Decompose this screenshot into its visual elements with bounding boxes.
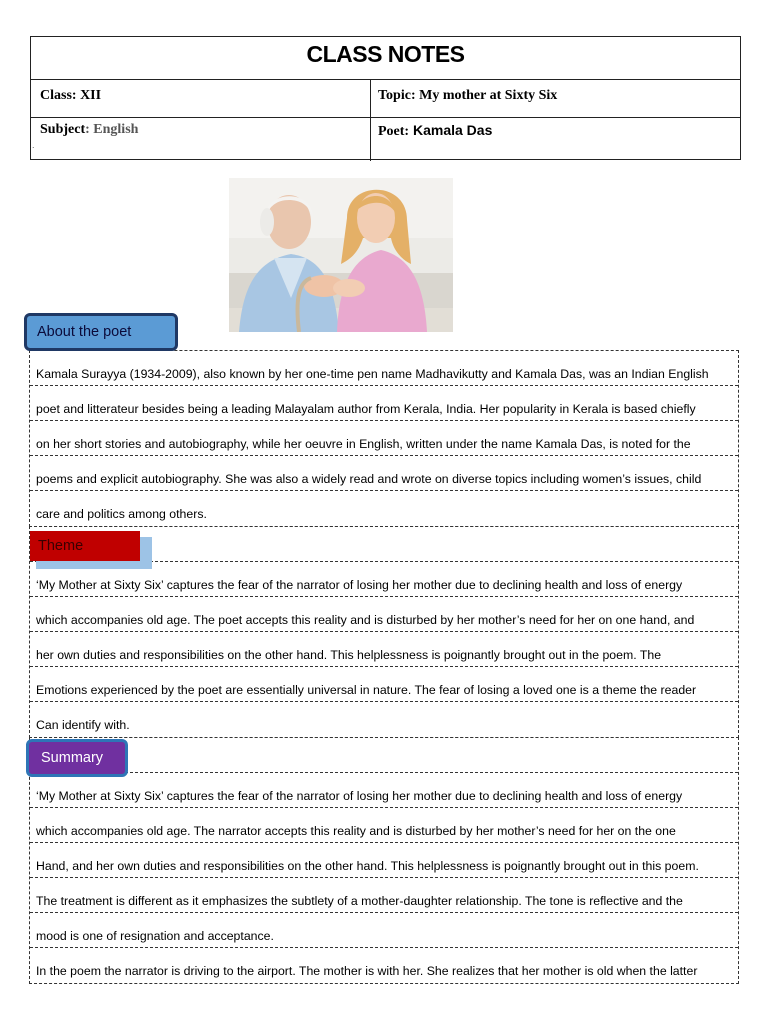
theme-line-3: her own duties and responsibilities on the other hand. This helplessness is poignantly brought out in the poem. The: [30, 632, 738, 667]
theme-line-5: Can identify with.: [36, 718, 130, 732]
about-line-1: Kamala Surayya (1934-2009), also known by her one-time pen name Madhavikutty and Kamala Das, was an Indian English: [30, 351, 738, 386]
topic-cell: [371, 80, 740, 117]
theme-line-4: Emotions experienced by the poet are essentially universal in nature. The fear of losing a loved one is a theme the reader: [30, 667, 738, 702]
header-row-1: [31, 80, 740, 118]
summary-line-4: The treatment is different as it emphasizes the subtlety of a mother-daughter relationship. The tone is reflective and the: [30, 878, 738, 913]
about-poet-box: [29, 350, 739, 527]
about-poet-heading: About the poet: [24, 313, 178, 351]
summary-heading: Summary: [26, 739, 128, 777]
about-line-4: poems and explicit autobiography. She was also a widely read and wrote on diverse topics including women’s issues, child: [30, 456, 738, 491]
page-title: CLASS NOTES: [31, 37, 740, 80]
class-label: Class:: [40, 88, 77, 103]
header-table: [30, 36, 741, 160]
topic-value: My mother at Sixty Six: [419, 88, 558, 103]
summary-line-1: ‘My Mother at Sixty Six’ captures the fear of the narrator of losing her mother due to declining health and loss of energy: [30, 773, 738, 808]
about-line-3: on her short stories and autobiography, while her oeuvre in English, written under the name Kamala Das, is noted for the: [30, 421, 738, 456]
about-line-2: poet and litterateur besides being a leading Malayalam author from Kerala, India. Her popularity in Kerala is based chiefly: [30, 386, 738, 421]
about-line-5: care and politics among others.: [36, 507, 207, 521]
mother-daughter-photo: [229, 178, 453, 332]
theme-heading: Theme: [30, 531, 140, 561]
poet-value: Kamala Das: [412, 122, 493, 138]
stray-dot: .: [32, 140, 35, 150]
theme-line-2: which accompanies old age. The poet accepts this reality and is disturbed by her mother’s need for her on one hand, and: [30, 597, 738, 632]
subject-label: Subject: [40, 122, 86, 137]
poet-label: Poet:: [378, 124, 410, 139]
theme-line-1: ‘My Mother at Sixty Six’ captures the fear of the narrator of losing her mother due to declining health and loss of energy: [30, 562, 738, 597]
summary-line-5: mood is one of resignation and acceptance.: [30, 913, 738, 948]
summary-line-3: Hand, and her own duties and responsibilities on the other hand. This helplessness is poignantly brought out in this poem.: [30, 843, 738, 878]
class-value: XII: [80, 88, 102, 103]
summary-line-0: [30, 738, 738, 773]
photo-illustration: [229, 178, 453, 332]
poet-cell: [371, 118, 740, 161]
summary-box: [29, 737, 739, 984]
subject-value: : English: [85, 122, 139, 137]
summary-line-2: which accompanies old age. The narrator accepts this reality and is disturbed by her mother’s need for her on the one: [30, 808, 738, 843]
class-cell: [31, 80, 371, 117]
topic-label: Topic:: [378, 88, 416, 103]
subject-cell: [31, 118, 371, 161]
summary-line-6: In the poem the narrator is driving to the airport. The mother is with her. She realizes that her mother is old when the latter: [36, 964, 698, 978]
header-row-2: [31, 118, 740, 161]
